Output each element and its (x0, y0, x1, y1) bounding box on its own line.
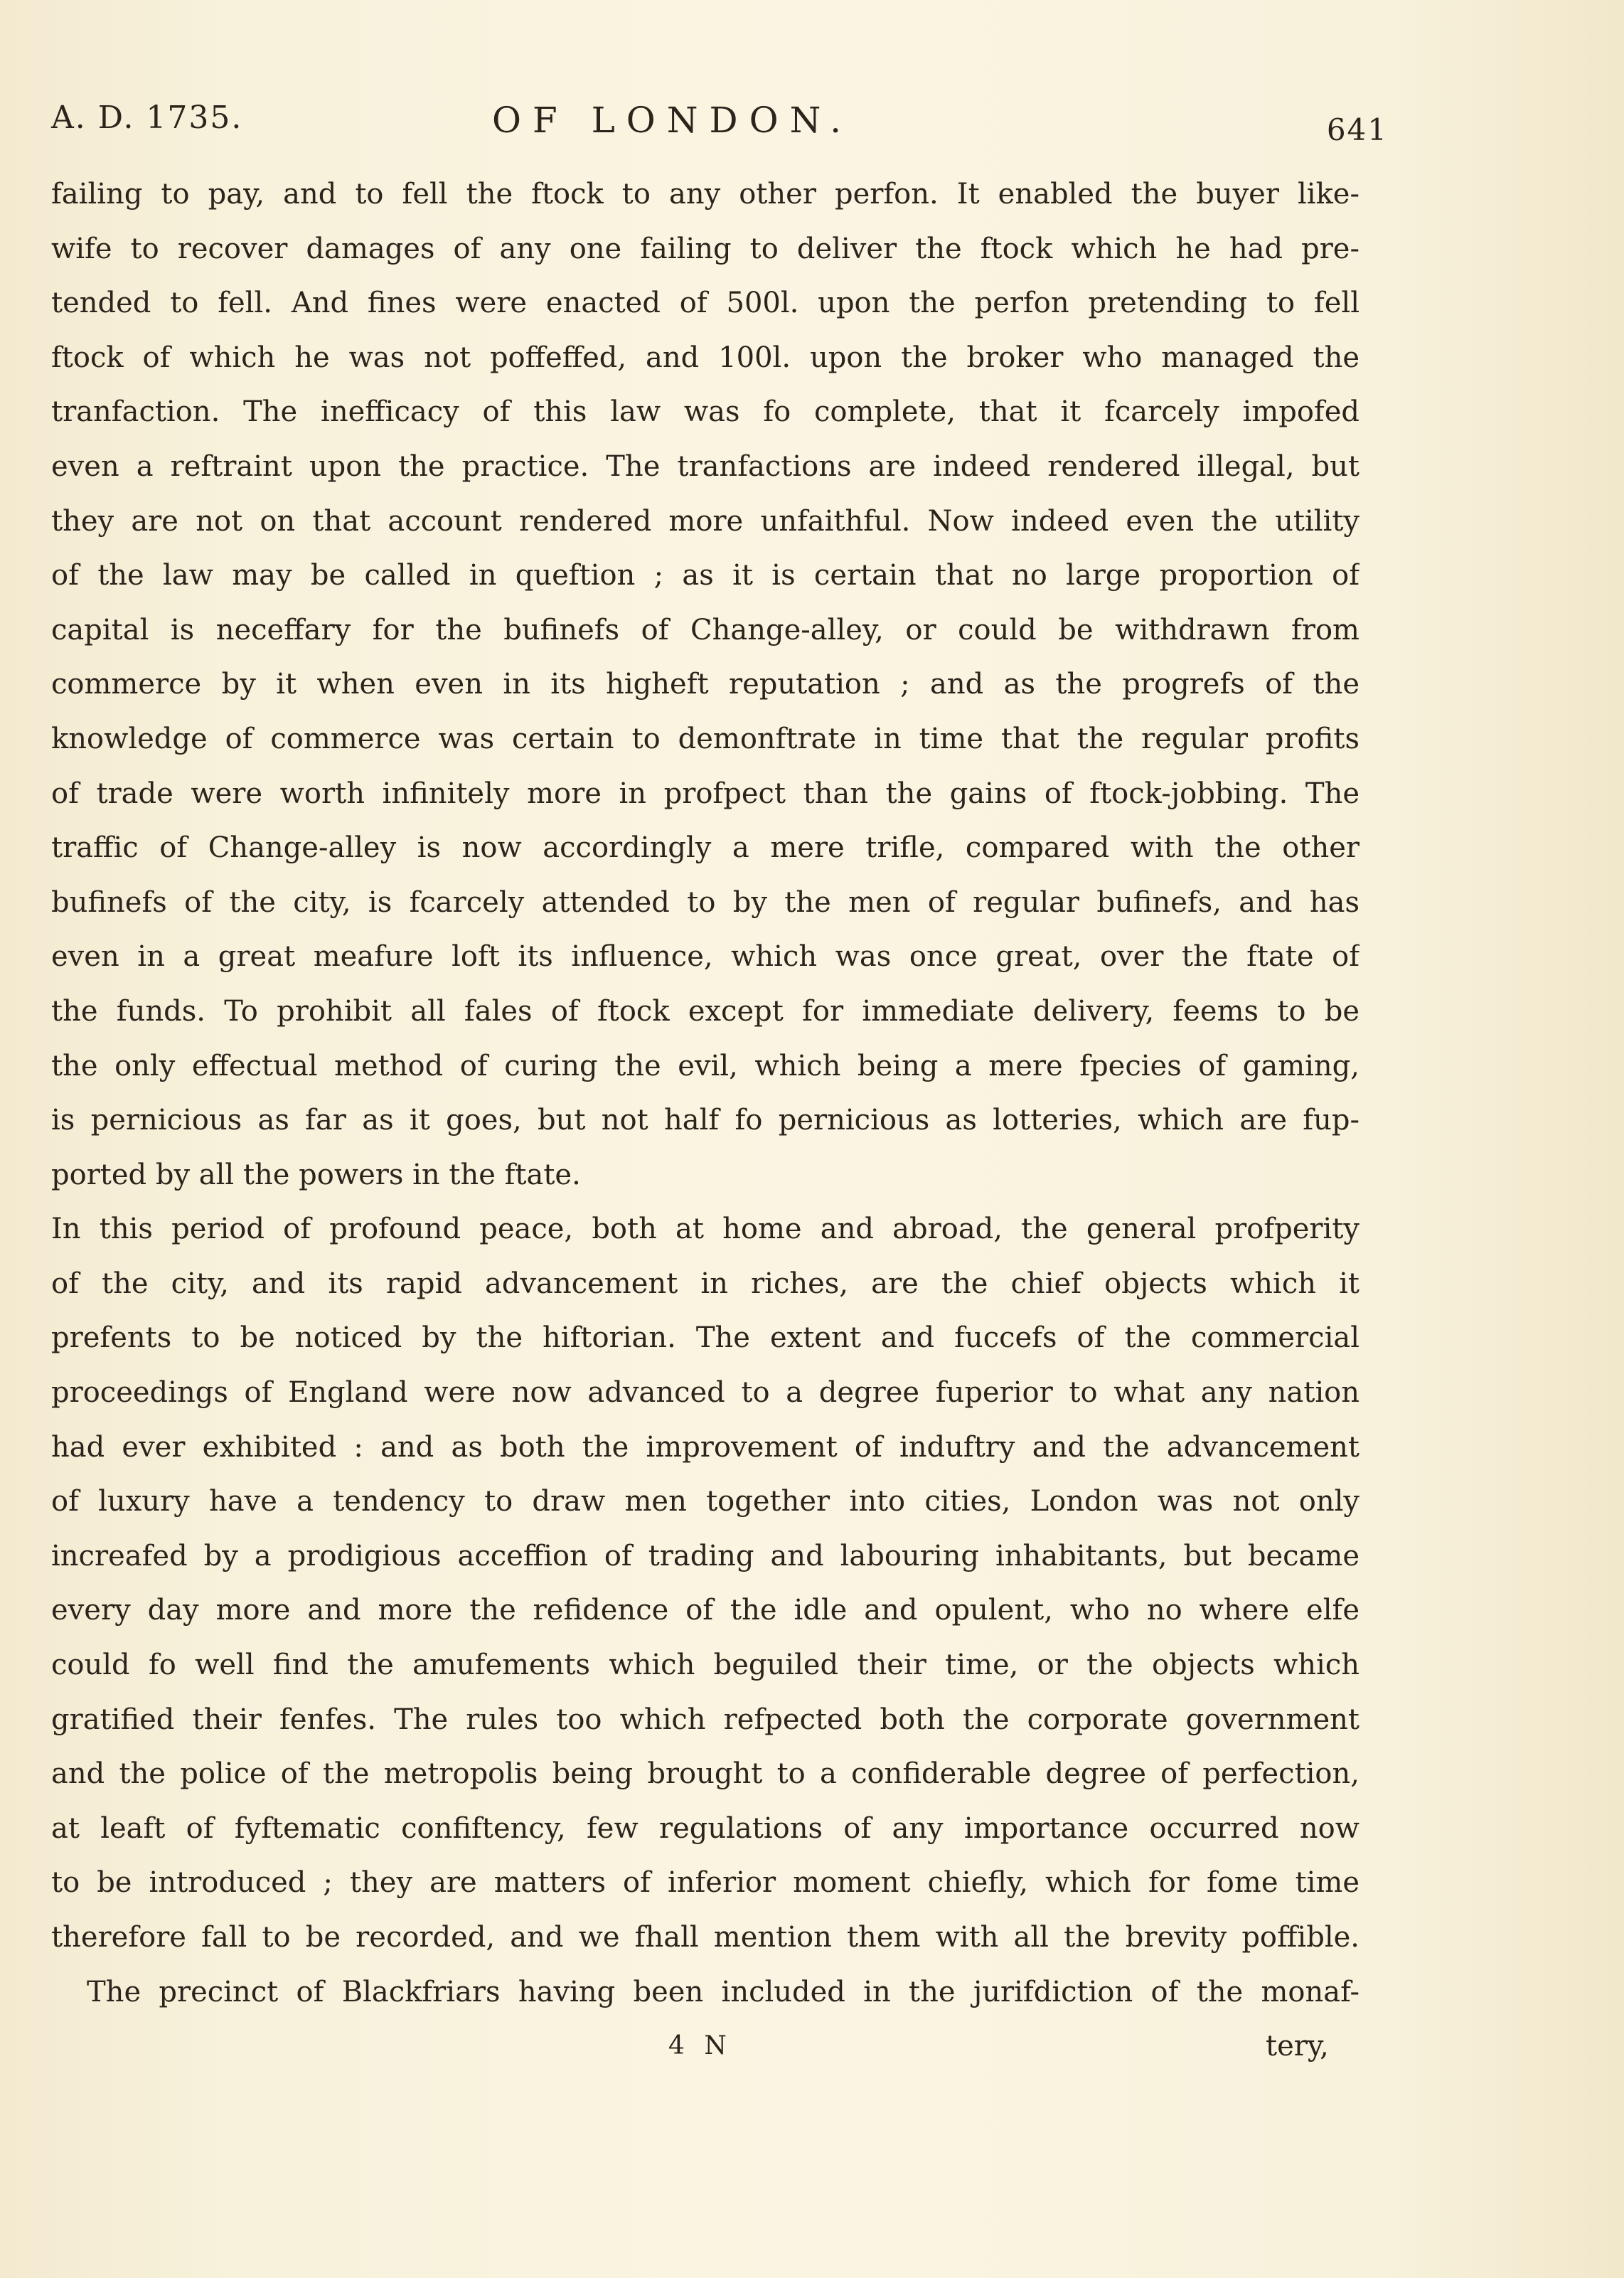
text-line: could fo well find the amufements which beguiled their time, or the objects which (51, 1649, 1359, 1682)
text-line: In this period of profound peace, both at home and abroad, the general profperity (51, 1213, 1359, 1246)
body-text (51, 167, 1359, 2074)
text-line: even in a great meafure loft its influence, which was once great, over the ftate of (51, 940, 1359, 974)
text-line: at leaft of fyftematic confiftency, few regulations of any importance occurred now (51, 1811, 1359, 1845)
paragraph-end-line: ported by all the powers in the ftate. (51, 1158, 581, 1191)
page-number: 641 (1326, 112, 1388, 147)
running-head (51, 100, 1388, 149)
text-line: of trade were worth infinitely more in profpect than the gains of ftock-jobbing. The (51, 777, 1359, 810)
text-line: of luxury have a tendency to draw men together into cities, London was not only (51, 1485, 1359, 1518)
text-line: every day more and more the refidence of the idle and opulent, who no where elfe (51, 1594, 1359, 1627)
text-line: increafed by a prodigious acceffion of trading and labouring inhabitants, but became (51, 1539, 1359, 1572)
text-line: proceedings of England were now advanced to a degree fuperior to what any nation (51, 1376, 1359, 1410)
text-line: bufinefs of the city, is fcarcely attended to by the men of regular bufinefs, and has (51, 885, 1359, 919)
text-line: the funds. To prohibit all fales of ftock except for immediate delivery, feems to be (51, 994, 1359, 1028)
text-line: of the law may be called in queftion ; as it is certain that no large proportion of (51, 559, 1359, 592)
text-line: they are not on that account rendered more unfaithful. Now indeed even the utility (51, 504, 1359, 538)
footer-line (51, 2019, 1359, 2074)
text-line: tended to fell. And fines were enacted of 500l. upon the perfon pretending to fell (51, 287, 1359, 320)
text-line: even a reftraint upon the practice. The tranfactions are indeed rendered illegal, but (51, 449, 1359, 483)
text-line: commerce by it when even in its higheft reputation ; and as the progrefs of the (51, 668, 1359, 701)
text-line: to be introduced ; they are matters of inferior moment chiefly, which for fome time (51, 1866, 1359, 1900)
signature-mark: 4 N (668, 2031, 732, 2061)
text-line: The precinct of Blackfriars having been included in the jurifdiction of the monaf- (87, 1975, 1359, 2008)
text-line: wife to recover damages of any one failing to deliver the ftock which he had pre- (51, 232, 1359, 265)
text-line: prefents to be noticed by the hiftorian. The extent and fuccefs of the commercial (51, 1321, 1359, 1355)
text-line: ftock of which he was not poffeffed, and 100l. upon the broker who managed the (51, 341, 1359, 374)
text-line: failing to pay, and to fell the ftock to any other perfon. It enabled the buyer like- (51, 178, 1359, 211)
text-line: and the police of the metropolis being brought to a confiderable degree of perfection, (51, 1757, 1359, 1791)
text-line: the only effectual method of curing the evil, which being a mere fpecies of gaming, (51, 1049, 1359, 1082)
text-line: is pernicious as far as it goes, but not half fo pernicious as lotteries, which are fup- (51, 1104, 1359, 1137)
catchword: tery, (1266, 2030, 1329, 2063)
text-line: capital is neceffary for the bufinefs of Change-alley, or could be withdrawn from (51, 613, 1359, 646)
text-line: gratified their fenfes. The rules too which refpected both the corporate government (51, 1703, 1359, 1736)
text-line: therefore fall to be recorded, and we fhall mention them with all the brevity poffible. (51, 1921, 1359, 1954)
text-line: knowledge of commerce was certain to demonftrate in time that the regular profits (51, 722, 1359, 755)
text-line: of the city, and its rapid advancement in riches, are the chief objects which it (51, 1267, 1359, 1300)
running-head-year: A. D. 1735. (51, 100, 243, 136)
text-line: had ever exhibited : and as both the improvement of induftry and the advancement (51, 1430, 1359, 1464)
text-line: traffic of Change-alley is now accordingly a mere trifle, compared with the other (51, 831, 1359, 865)
text-line: tranfaction. The inefficacy of this law was fo complete, that it fcarcely impofed (51, 395, 1359, 429)
running-head-title: OF LONDON. (492, 100, 853, 141)
